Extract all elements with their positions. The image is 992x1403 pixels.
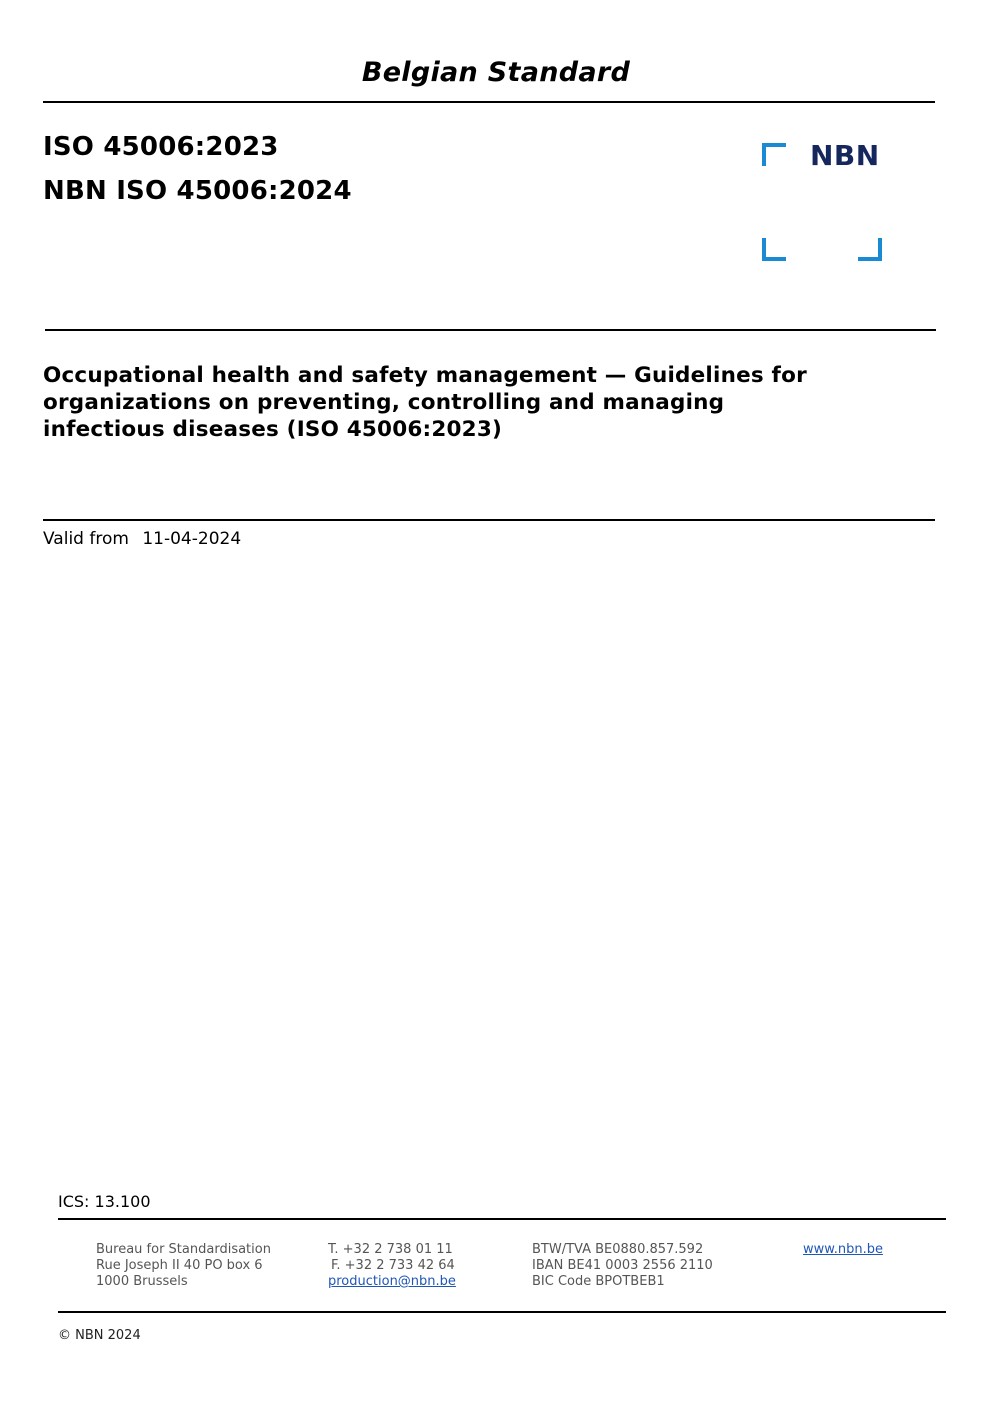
footer-address-line: Bureau for Standardisation <box>96 1242 271 1257</box>
footer-phone: T. +32 2 738 01 11 <box>328 1242 453 1257</box>
document-title <box>43 362 903 443</box>
footer-vat: BTW/TVA BE0880.857.592 <box>532 1242 704 1257</box>
logo-bracket-top-left <box>764 145 786 166</box>
copyright-notice: © NBN 2024 <box>58 1328 141 1343</box>
title-bottom-divider <box>43 519 935 521</box>
footer-iban: IBAN BE41 0003 2556 2110 <box>532 1258 713 1273</box>
nbn-logo <box>760 140 886 264</box>
footer-bottom-divider <box>58 1311 946 1313</box>
document-title-line: Occupational health and safety management — Guidelines for <box>43 363 807 388</box>
footer-bank <box>532 1242 713 1290</box>
footer-address-line: 1000 Brussels <box>96 1274 188 1289</box>
document-title-line: infectious diseases (ISO 45006:2023) <box>43 417 503 442</box>
footer-bic: BIC Code BPOTBEB1 <box>532 1274 665 1289</box>
header-divider <box>43 101 935 103</box>
logo-bracket-bottom-left <box>764 238 786 259</box>
footer-top-divider <box>58 1218 946 1220</box>
logo-bracket-bottom-right <box>858 238 880 259</box>
footer-fax: F. +32 2 733 42 64 <box>331 1258 455 1273</box>
valid-from-date: 11-04-2024 <box>142 529 242 549</box>
footer-address <box>96 1242 271 1290</box>
document-title-line: organizations on preventing, controlling and managing <box>43 390 725 415</box>
validity-info <box>43 529 241 549</box>
valid-from-label: Valid from <box>43 529 129 549</box>
footer-email-link[interactable]: production@nbn.be <box>328 1274 456 1289</box>
footer-website <box>803 1242 883 1258</box>
title-top-divider <box>45 329 936 331</box>
footer-contact <box>328 1242 456 1290</box>
footer-website-link[interactable]: www.nbn.be <box>803 1242 883 1257</box>
logo-wordmark: NBN <box>810 139 880 172</box>
nbn-standard-number: NBN ISO 45006:2024 <box>43 176 352 206</box>
iso-standard-number: ISO 45006:2023 <box>43 132 279 162</box>
ics-code: ICS: 13.100 <box>58 1192 151 1211</box>
footer-address-line: Rue Joseph II 40 PO box 6 <box>96 1258 263 1273</box>
header-title: Belgian Standard <box>361 57 631 88</box>
